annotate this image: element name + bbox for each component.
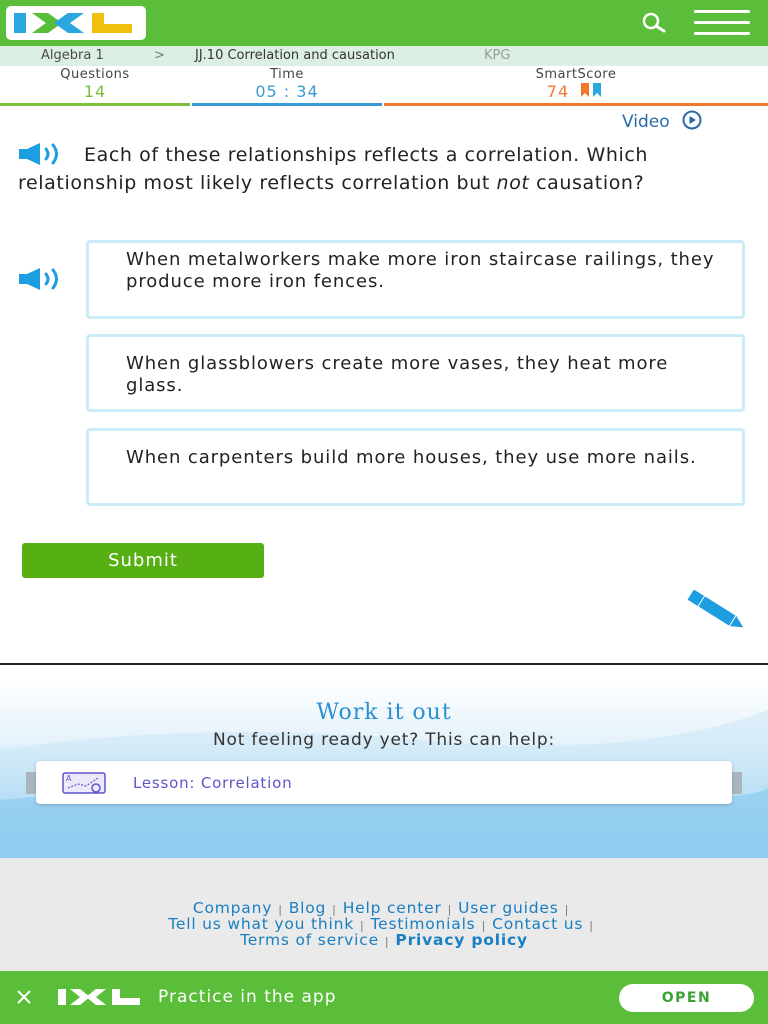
answer-choice-text: When metalworkers make more iron staircase railings, they produce more iron fences. bbox=[126, 249, 715, 292]
smartscore-ribbon-icon bbox=[579, 82, 605, 98]
footer-link-feedback[interactable]: Tell us what you think bbox=[168, 915, 355, 933]
choice-speaker-icon[interactable] bbox=[18, 267, 68, 291]
footer-link-contact-us[interactable]: Contact us bbox=[492, 915, 584, 933]
work-it-out-title: Work it out bbox=[316, 700, 452, 725]
work-it-out-section bbox=[0, 680, 768, 858]
close-icon[interactable] bbox=[14, 987, 34, 1007]
ixl-logo-mark bbox=[12, 10, 140, 36]
questions-stat bbox=[0, 66, 190, 108]
pencil-icon[interactable] bbox=[682, 590, 752, 632]
video-label: Video bbox=[622, 112, 670, 132]
ixl-logo[interactable] bbox=[6, 6, 146, 40]
footer-link-privacy[interactable]: Privacy policy bbox=[395, 931, 528, 949]
hamburger-menu-icon[interactable] bbox=[694, 10, 750, 36]
questions-label: Questions bbox=[60, 67, 130, 82]
search-icon bbox=[640, 12, 670, 34]
footer-link-testimonials[interactable]: Testimonials bbox=[370, 915, 476, 933]
smartscore-label: SmartScore bbox=[535, 67, 617, 82]
breadcrumb-subject[interactable]: Algebra 1 bbox=[41, 48, 104, 63]
footer-links-row-3: Terms of service | Privacy policy bbox=[240, 931, 528, 949]
svg-text:A: A bbox=[66, 774, 72, 783]
lesson-card[interactable] bbox=[36, 761, 732, 804]
answer-choice-text: When carpenters build more houses, they use more nails. bbox=[126, 447, 697, 468]
work-it-out-subtitle: Not feeling ready yet? This can help: bbox=[212, 730, 556, 750]
breadcrumb-separator: > bbox=[154, 48, 165, 63]
footer-links-row-1: Company | Blog | Help center | User guides | bbox=[192, 899, 570, 917]
question-emphasis: not bbox=[496, 171, 530, 194]
breadcrumb bbox=[0, 46, 768, 66]
time-stat[interactable] bbox=[192, 66, 382, 108]
lesson-chart-icon bbox=[62, 771, 108, 795]
smartscore-underline bbox=[384, 103, 768, 106]
app-banner bbox=[0, 971, 768, 1024]
questions-value: 14 bbox=[83, 82, 107, 101]
footer-link-blog[interactable]: Blog bbox=[288, 899, 327, 917]
question-text bbox=[18, 142, 748, 197]
smartscore-value-row bbox=[384, 82, 768, 101]
smartscore-value: 74 bbox=[546, 82, 570, 101]
footer-link-user-guides[interactable]: User guides bbox=[458, 899, 559, 917]
answer-choice-3[interactable] bbox=[86, 428, 745, 506]
footer-link-company[interactable]: Company bbox=[192, 899, 273, 917]
play-circle-icon bbox=[679, 110, 705, 130]
footer-link-help-center[interactable]: Help center bbox=[342, 899, 442, 917]
app-banner-text: Practice in the app bbox=[158, 987, 337, 1007]
section-divider bbox=[0, 663, 768, 665]
question-suffix: causation? bbox=[529, 171, 645, 194]
answer-choice-1[interactable] bbox=[86, 240, 745, 319]
search-button[interactable] bbox=[640, 12, 670, 34]
stats-bar bbox=[0, 66, 768, 108]
questions-underline bbox=[0, 103, 190, 106]
footer-link-terms[interactable]: Terms of service bbox=[240, 931, 379, 949]
answer-choice-text: When glassblowers create more vases, they heat more glass. bbox=[126, 353, 669, 396]
answer-choice-2[interactable] bbox=[86, 334, 745, 412]
top-bar bbox=[0, 0, 768, 46]
app-banner-logo bbox=[58, 988, 142, 1006]
video-link[interactable] bbox=[622, 110, 705, 132]
breadcrumb-code: KPG bbox=[484, 48, 511, 63]
breadcrumb-skill: JJ.10 Correlation and causation bbox=[195, 48, 395, 63]
lesson-label: Lesson: Correlation bbox=[133, 774, 293, 792]
time-underline bbox=[192, 103, 382, 106]
submit-button[interactable]: Submit bbox=[22, 543, 264, 578]
time-value: 05 : 34 bbox=[255, 82, 319, 101]
footer-links-row-2: Tell us what you think | Testimonials | Contact us | bbox=[168, 915, 594, 933]
open-app-button[interactable]: OPEN bbox=[619, 984, 754, 1012]
time-label: Time bbox=[270, 67, 304, 82]
question-prefix: Each of these relationships reflects a correlation. Which relationship most likely reflects correlation but bbox=[18, 144, 649, 194]
smartscore-stat bbox=[384, 66, 768, 108]
